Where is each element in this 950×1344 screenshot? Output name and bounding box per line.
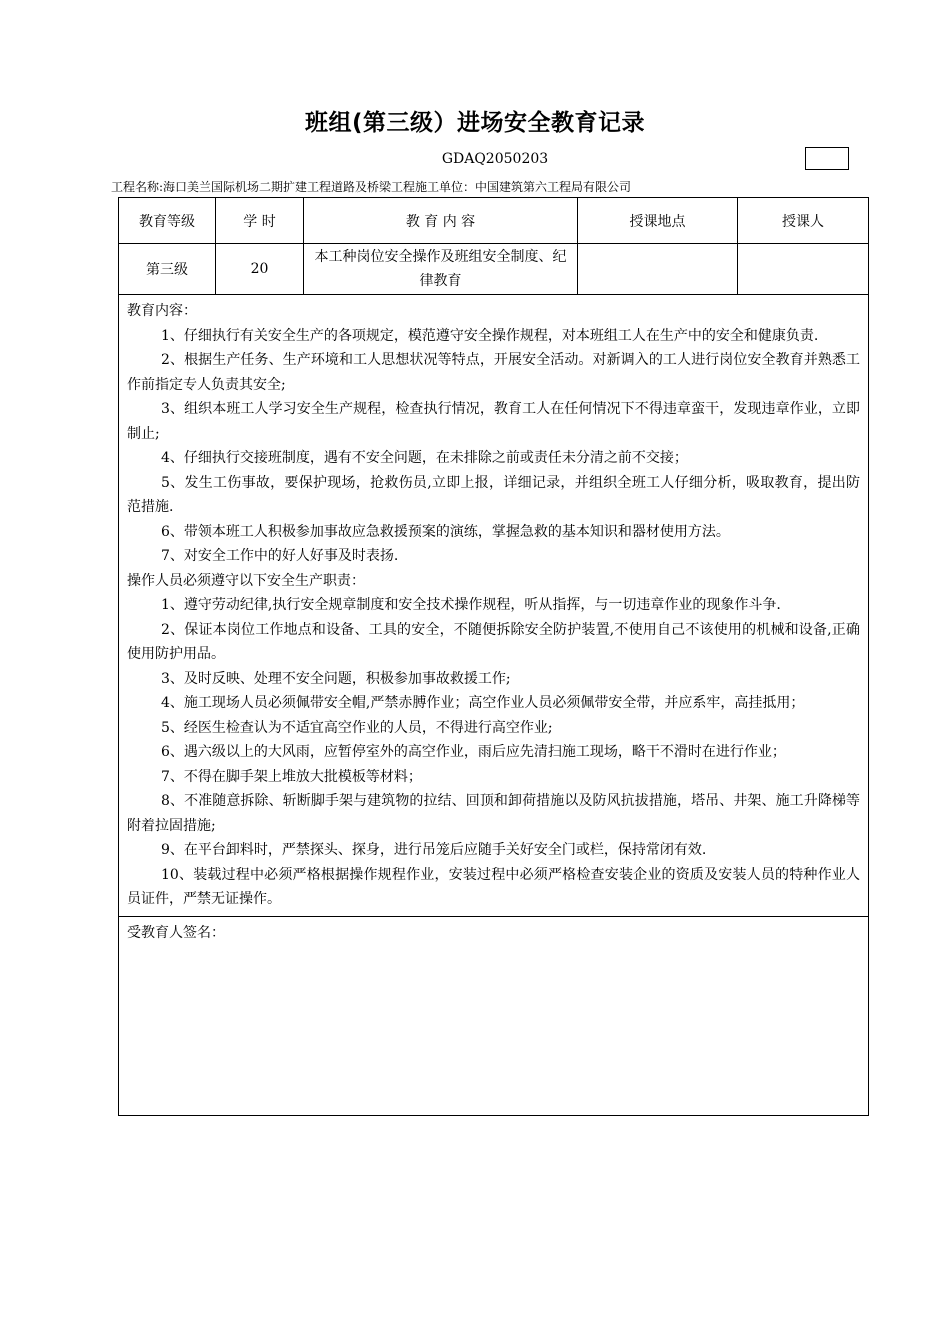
header-location: 授课地点	[578, 198, 738, 244]
cell-location	[578, 244, 738, 295]
list-item: 1、仔细执行有关安全生产的各项规定，模范遵守安全操作规程，对本班组工人在生产中的安全和健康负责.	[161, 327, 819, 344]
list-item: 2、根据生产任务、生产环境和工人思想状况等特点，开展安全活动。对新调入的工人进行岗位安全教育并熟悉工作前指定专人负责其安全;	[127, 352, 860, 393]
list-item: 3、组织本班工人学习安全生产规程，检查执行情况，教育工人在任何情况下不得违章蛮干，发现违章作业，立即制止;	[127, 401, 860, 442]
duties-heading: 操作人员必须遵守以下安全生产职责：	[127, 572, 365, 589]
header-content: 教 育 内 容	[304, 198, 578, 244]
list-item: 9、在平台卸料时，严禁探头、探身，进行吊笼后应随手关好安全门或栏，保持常闭有效.	[161, 842, 707, 858]
number-box	[805, 147, 849, 170]
list-item: 1、遵守劳动纪律,执行安全规章制度和安全技术操作规程，听从指挥，与一切违章作业的现象作斗争.	[161, 597, 781, 613]
document-code: GDAQ2050203	[441, 151, 549, 167]
cell-teacher	[738, 244, 869, 295]
duties-list	[127, 593, 860, 912]
document-title: 班组(第三级）进场安全教育记录	[304, 110, 645, 136]
list-item: 5、经医生检查认为不适宜高空作业的人员，不得进行高空作业;	[161, 719, 553, 736]
header-teacher: 授课人	[738, 198, 869, 244]
education-record-table	[118, 197, 869, 1116]
signature-label: 受教育人签名：	[127, 924, 225, 941]
list-item: 4、施工现场人员必须佩带安全帽,严禁赤膊作业；高空作业人员必须佩带安全带，并应系牢，高挂抵用；	[161, 695, 805, 711]
list-item: 6、带领本班工人积极参加事故应急救援预案的演练，掌握急救的基本知识和器材使用方法。	[161, 523, 730, 540]
content-heading: 教育内容：	[127, 303, 197, 319]
content-list	[127, 324, 860, 569]
project-line: 工程名称:海口美兰国际机场二期扩建工程道路及桥梁工程施工单位：中国建筑第六工程局有限公司	[111, 180, 632, 194]
content-row	[119, 295, 869, 917]
list-item: 10、装载过程中必须严格根据操作规程作业，安装过程中必须严格检查安装企业的资质及安装人员的特种作业人员证件，严禁无证操作。	[127, 866, 860, 907]
list-item: 3、及时反映、处理不安全问题，积极参加事故救援工作;	[161, 670, 511, 687]
signature-cell[interactable]	[119, 916, 869, 1115]
list-item: 6、遇六级以上的大风雨，应暂停室外的高空作业，雨后应先清扫施工现场，略干不滑时在进行作业；	[161, 744, 786, 760]
education-content-cell	[119, 295, 869, 917]
list-item: 2、保证本岗位工作地点和设备、工具的安全，不随便拆除安全防护装置,不使用自己不该使用的机械和设备,正确使用防护用品。	[127, 621, 860, 662]
table-row	[119, 244, 869, 295]
list-item: 5、发生工伤事故，要保护现场，抢救伤员,立即上报，详细记录，并组织全班工人仔细分析，吸取教育，提出防范措施.	[127, 474, 860, 515]
cell-level: 第三级	[119, 244, 216, 295]
sign-row	[119, 916, 869, 1115]
header-row	[119, 198, 869, 244]
list-item: 7、不得在脚手架上堆放大批模板等材料；	[161, 768, 422, 785]
list-item: 8、不准随意拆除、斩断脚手架与建筑物的拉结、回顶和卸荷措施以及防风抗拔措施，塔吊、井架、施工升降梯等附着拉固措施;	[127, 793, 860, 834]
cell-content: 本工种岗位安全操作及班组安全制度、纪律教育	[304, 244, 578, 295]
cell-hours: 20	[216, 244, 304, 295]
list-item: 7、对安全工作中的好人好事及时表扬.	[161, 548, 399, 564]
header-level: 教育等级	[119, 198, 216, 244]
header-hours: 学 时	[216, 198, 304, 244]
list-item: 4、仔细执行交接班制度，遇有不安全问题，在未排除之前或责任未分清之前不交接；	[161, 450, 688, 466]
